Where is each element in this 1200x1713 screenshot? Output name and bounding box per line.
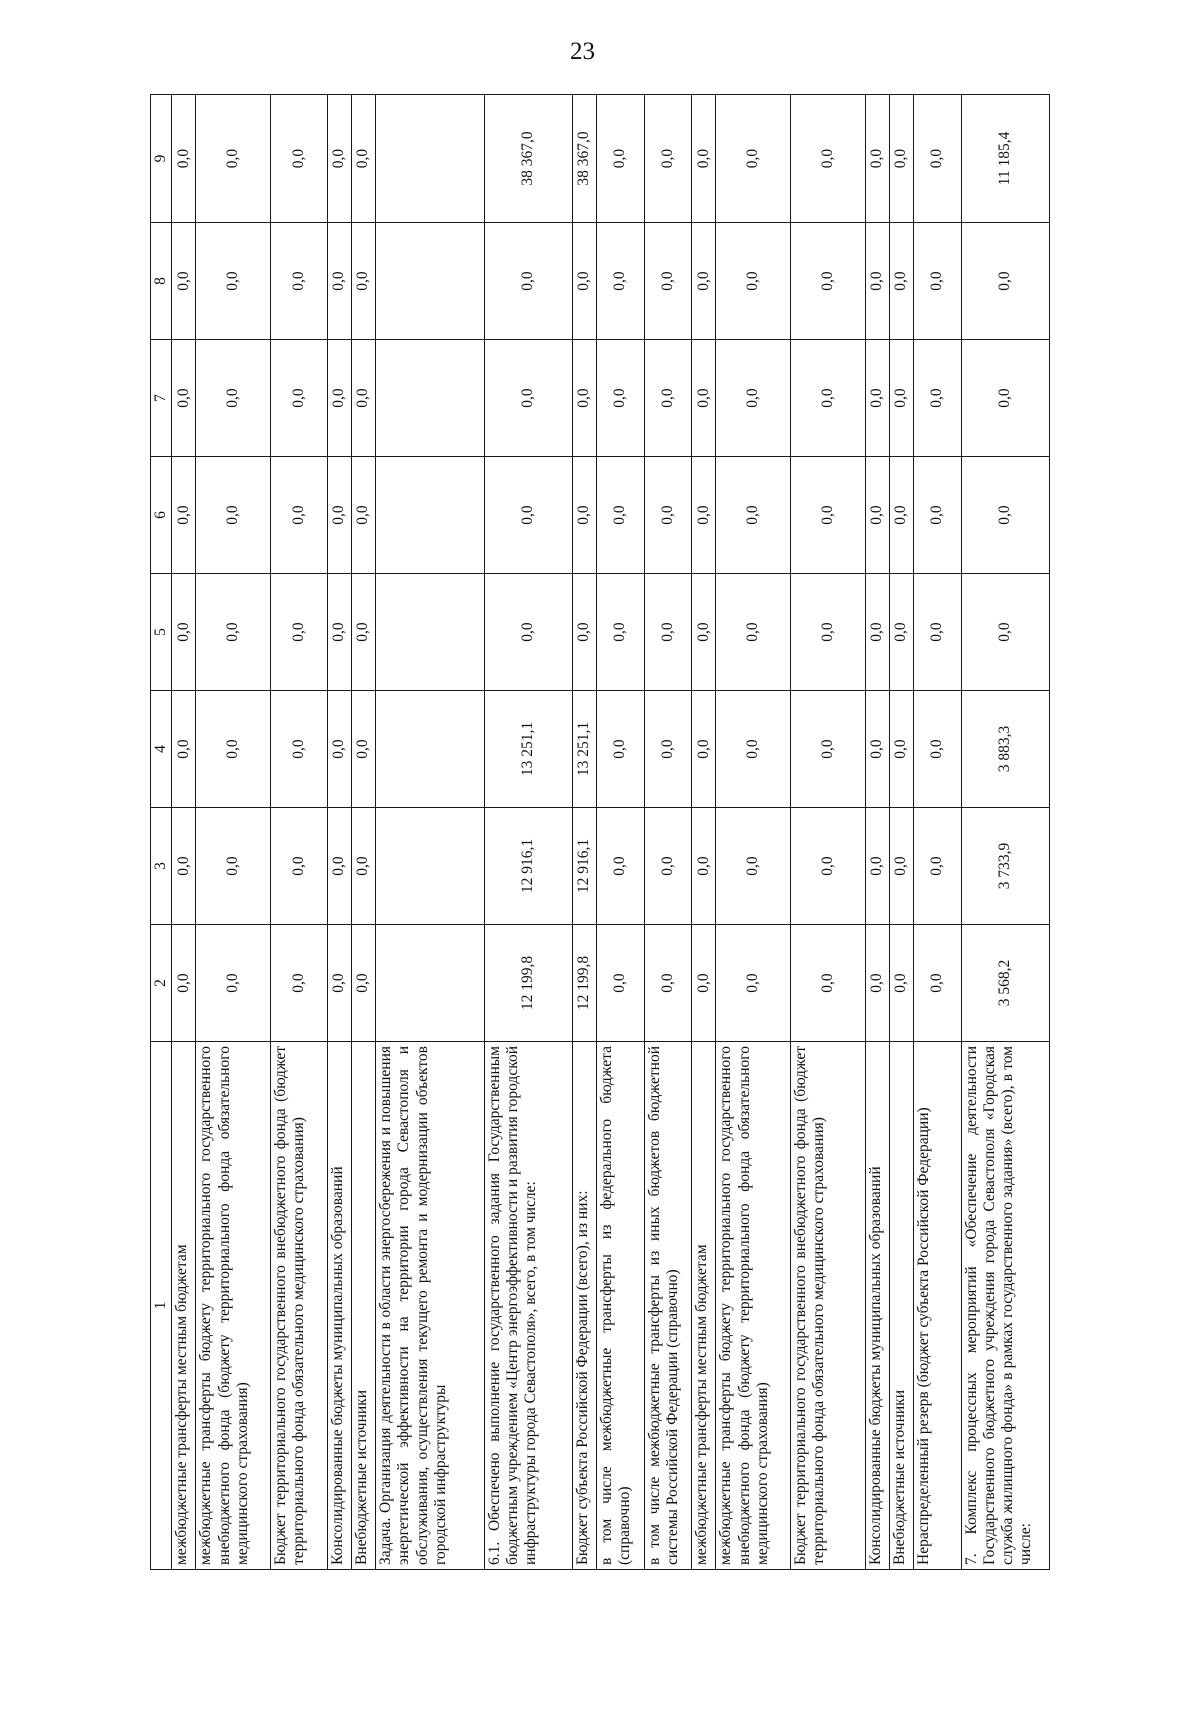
- value-cell: [375, 574, 484, 691]
- value-cell: 0,0: [572, 340, 596, 457]
- value-cell: 0,0: [271, 691, 328, 808]
- value-cell: 0,0: [327, 925, 351, 1042]
- value-cell: 0,0: [865, 691, 889, 808]
- value-cell: 0,0: [961, 223, 1049, 340]
- value-cell: 0,0: [913, 574, 961, 691]
- value-cell: 0,0: [327, 808, 351, 925]
- value-cell: 0,0: [889, 340, 913, 457]
- value-cell: 0,0: [271, 925, 328, 1042]
- value-cell: 0,0: [791, 95, 866, 223]
- value-cell: 0,0: [196, 808, 271, 925]
- column-header: 3: [151, 808, 172, 925]
- value-cell: 38 367,0: [572, 95, 596, 223]
- table-row: [484, 95, 572, 1570]
- value-cell: 0,0: [961, 340, 1049, 457]
- value-cell: [375, 691, 484, 808]
- value-cell: 0,0: [271, 808, 328, 925]
- value-cell: 0,0: [172, 574, 196, 691]
- value-cell: 0,0: [913, 691, 961, 808]
- table-row: [644, 95, 692, 1570]
- value-cell: 0,0: [913, 95, 961, 223]
- value-cell: 0,0: [716, 808, 791, 925]
- value-cell: 0,0: [644, 95, 692, 223]
- value-cell: 3 883,3: [961, 691, 1049, 808]
- value-cell: 0,0: [913, 340, 961, 457]
- value-cell: 0,0: [572, 223, 596, 340]
- value-cell: 0,0: [716, 574, 791, 691]
- value-cell: 0,0: [597, 574, 645, 691]
- value-cell: 0,0: [644, 925, 692, 1042]
- value-cell: 0,0: [961, 457, 1049, 574]
- value-cell: 0,0: [716, 95, 791, 223]
- row-label: Бюджет территориального государственного внебюджетного фонда (бюджет территориального фонда обязательного медицинского страхования): [271, 1042, 328, 1570]
- value-cell: 0,0: [889, 457, 913, 574]
- value-cell: 0,0: [597, 223, 645, 340]
- row-label: в том числе межбюджетные трансферты из федерального бюджета (справочно): [597, 1042, 645, 1570]
- value-cell: 0,0: [889, 691, 913, 808]
- value-cell: [375, 808, 484, 925]
- value-cell: 0,0: [196, 95, 271, 223]
- value-cell: 0,0: [889, 223, 913, 340]
- value-cell: 0,0: [597, 691, 645, 808]
- value-cell: 0,0: [716, 223, 791, 340]
- value-cell: 11 185,4: [961, 95, 1049, 223]
- column-header: 7: [151, 340, 172, 457]
- value-cell: [375, 925, 484, 1042]
- row-label: межбюджетные трансферты бюджету территориального государственного внебюджетного фонда (бюджету территориального фонда обязательного медицинского страхования): [716, 1042, 791, 1570]
- value-cell: 0,0: [889, 95, 913, 223]
- value-cell: 0,0: [351, 574, 375, 691]
- value-cell: 0,0: [644, 574, 692, 691]
- row-label: межбюджетные трансферты местным бюджетам: [692, 1042, 716, 1570]
- header-row: [151, 95, 172, 1570]
- value-cell: 0,0: [791, 223, 866, 340]
- value-cell: [375, 340, 484, 457]
- value-cell: 0,0: [327, 574, 351, 691]
- value-cell: 13 251,1: [572, 691, 596, 808]
- budget-table: [150, 94, 1050, 1570]
- value-cell: 0,0: [791, 457, 866, 574]
- value-cell: 0,0: [716, 925, 791, 1042]
- table-row: [196, 95, 271, 1570]
- value-cell: 0,0: [913, 808, 961, 925]
- value-cell: 0,0: [692, 340, 716, 457]
- table-row: [791, 95, 866, 1570]
- row-label: Задача. Организация деятельности в области энергосбережения и повышения энергетической эффективности на территории города Севастополя и обслуживания, осуществления текущего ремонта и модернизации объектов городской инфраструктуры: [375, 1042, 484, 1570]
- row-label: Бюджет территориального государственного внебюджетного фонда (бюджет территориального фонда обязательного медицинского страхования): [791, 1042, 866, 1570]
- value-cell: 0,0: [271, 574, 328, 691]
- value-cell: 0,0: [597, 95, 645, 223]
- row-label: 7. Комплекс процессных мероприятий «Обеспечение деятельности Государственного бюджетного учреждения города Севастополя «Городская служба жилищного фонда» в рамках государственного задания» (всего), в том числе:: [961, 1042, 1049, 1570]
- value-cell: 0,0: [196, 340, 271, 457]
- value-cell: 0,0: [484, 574, 572, 691]
- rotated-table-wrapper: [150, 95, 1050, 1570]
- table-row: [716, 95, 791, 1570]
- value-cell: 0,0: [271, 95, 328, 223]
- row-label: Внебюджетные источники: [351, 1042, 375, 1570]
- value-cell: 0,0: [484, 457, 572, 574]
- table-row: [172, 95, 196, 1570]
- table-row: [913, 95, 961, 1570]
- value-cell: 0,0: [172, 223, 196, 340]
- value-cell: 0,0: [644, 691, 692, 808]
- value-cell: 0,0: [791, 574, 866, 691]
- value-cell: 0,0: [865, 340, 889, 457]
- value-cell: 0,0: [196, 223, 271, 340]
- table-row: [327, 95, 351, 1570]
- value-cell: 0,0: [865, 457, 889, 574]
- value-cell: [375, 457, 484, 574]
- value-cell: 0,0: [351, 691, 375, 808]
- value-cell: 0,0: [716, 691, 791, 808]
- value-cell: 0,0: [692, 574, 716, 691]
- value-cell: 0,0: [572, 457, 596, 574]
- value-cell: 0,0: [597, 808, 645, 925]
- value-cell: 0,0: [889, 574, 913, 691]
- value-cell: 0,0: [196, 574, 271, 691]
- value-cell: 0,0: [913, 925, 961, 1042]
- value-cell: 0,0: [644, 340, 692, 457]
- value-cell: 0,0: [351, 95, 375, 223]
- value-cell: 0,0: [865, 223, 889, 340]
- value-cell: 0,0: [791, 808, 866, 925]
- value-cell: 3 733,9: [961, 808, 1049, 925]
- value-cell: 0,0: [172, 691, 196, 808]
- value-cell: 0,0: [791, 691, 866, 808]
- column-header: 6: [151, 457, 172, 574]
- value-cell: 0,0: [327, 457, 351, 574]
- column-header: 9: [151, 95, 172, 223]
- value-cell: 0,0: [597, 457, 645, 574]
- value-cell: 0,0: [484, 340, 572, 457]
- value-cell: 0,0: [644, 808, 692, 925]
- value-cell: 0,0: [913, 457, 961, 574]
- table-row: [572, 95, 596, 1570]
- table-row: [375, 95, 484, 1570]
- value-cell: 12 199,8: [572, 925, 596, 1042]
- value-cell: 0,0: [327, 223, 351, 340]
- column-header: 4: [151, 691, 172, 808]
- value-cell: 0,0: [889, 808, 913, 925]
- value-cell: 0,0: [597, 340, 645, 457]
- value-cell: 0,0: [196, 925, 271, 1042]
- value-cell: 0,0: [692, 691, 716, 808]
- value-cell: 0,0: [865, 808, 889, 925]
- value-cell: 0,0: [692, 95, 716, 223]
- value-cell: 0,0: [716, 340, 791, 457]
- value-cell: 0,0: [172, 457, 196, 574]
- value-cell: 13 251,1: [484, 691, 572, 808]
- value-cell: 0,0: [865, 925, 889, 1042]
- row-label: 6.1. Обеспечено выполнение государственного задания Государственным бюджетным учреждением «Центр энергоэффективности и развития городской инфраструктуры города Севастополя», всего, в том числе:: [484, 1042, 572, 1570]
- value-cell: 0,0: [889, 925, 913, 1042]
- column-header: 2: [151, 925, 172, 1042]
- value-cell: 0,0: [692, 223, 716, 340]
- value-cell: 0,0: [791, 925, 866, 1042]
- table-row: [351, 95, 375, 1570]
- value-cell: 0,0: [692, 457, 716, 574]
- column-header: 1: [151, 1042, 172, 1570]
- column-header: 8: [151, 223, 172, 340]
- value-cell: 0,0: [865, 95, 889, 223]
- value-cell: 0,0: [644, 223, 692, 340]
- row-label: Бюджет субъекта Российской Федерации (всего), из них:: [572, 1042, 596, 1570]
- value-cell: 0,0: [196, 457, 271, 574]
- value-cell: 0,0: [865, 574, 889, 691]
- table-row: [271, 95, 328, 1570]
- value-cell: 38 367,0: [484, 95, 572, 223]
- value-cell: 0,0: [692, 808, 716, 925]
- value-cell: 0,0: [351, 223, 375, 340]
- row-label: межбюджетные трансферты местным бюджетам: [172, 1042, 196, 1570]
- value-cell: 0,0: [327, 95, 351, 223]
- row-label: Консолидированные бюджеты муниципальных образований: [327, 1042, 351, 1570]
- value-cell: [375, 95, 484, 223]
- value-cell: [375, 223, 484, 340]
- table-row: [889, 95, 913, 1570]
- value-cell: 0,0: [172, 340, 196, 457]
- value-cell: 0,0: [716, 457, 791, 574]
- value-cell: 0,0: [791, 340, 866, 457]
- value-cell: 0,0: [961, 574, 1049, 691]
- row-label: Внебюджетные источники: [889, 1042, 913, 1570]
- value-cell: 0,0: [597, 925, 645, 1042]
- value-cell: 0,0: [351, 457, 375, 574]
- value-cell: 12 199,8: [484, 925, 572, 1042]
- value-cell: 0,0: [327, 340, 351, 457]
- value-cell: 0,0: [271, 340, 328, 457]
- table-row: [692, 95, 716, 1570]
- value-cell: 0,0: [572, 574, 596, 691]
- column-header: 5: [151, 574, 172, 691]
- value-cell: 0,0: [913, 223, 961, 340]
- value-cell: 12 916,1: [572, 808, 596, 925]
- value-cell: 12 916,1: [484, 808, 572, 925]
- value-cell: 0,0: [692, 925, 716, 1042]
- row-label: Нераспределенный резерв (бюджет субъекта Российской Федерации): [913, 1042, 961, 1570]
- value-cell: 0,0: [172, 95, 196, 223]
- value-cell: 0,0: [644, 457, 692, 574]
- value-cell: 0,0: [351, 808, 375, 925]
- row-label: межбюджетные трансферты бюджету территориального государственного внебюджетного фонда (бюджету территориального фонда обязательного медицинского страхования): [196, 1042, 271, 1570]
- value-cell: 0,0: [351, 925, 375, 1042]
- row-label: Консолидированные бюджеты муниципальных образований: [865, 1042, 889, 1570]
- value-cell: 0,0: [172, 808, 196, 925]
- table-row: [597, 95, 645, 1570]
- row-label: в том числе межбюджетные трансферты из иных бюджетов бюджетной системы Российской Федерации (справочно): [644, 1042, 692, 1570]
- value-cell: 0,0: [351, 340, 375, 457]
- table-row: [865, 95, 889, 1570]
- value-cell: 0,0: [484, 223, 572, 340]
- value-cell: 0,0: [172, 925, 196, 1042]
- value-cell: 0,0: [327, 691, 351, 808]
- value-cell: 0,0: [271, 223, 328, 340]
- value-cell: 0,0: [196, 691, 271, 808]
- page-number: 23: [570, 38, 595, 65]
- value-cell: 0,0: [271, 457, 328, 574]
- table-row: [961, 95, 1049, 1570]
- value-cell: 3 568,2: [961, 925, 1049, 1042]
